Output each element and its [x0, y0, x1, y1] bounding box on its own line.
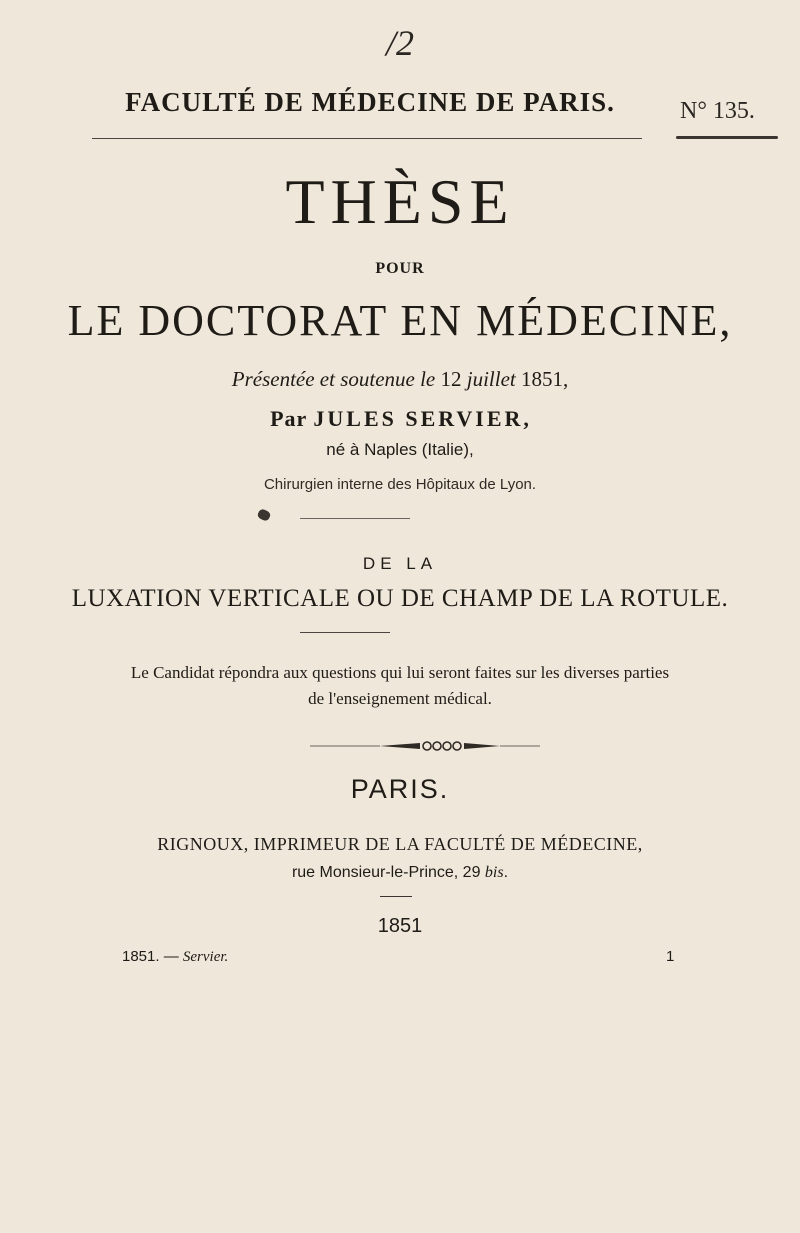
footer-sheet-number: 1: [666, 948, 675, 965]
footer-year: 1851. —: [122, 948, 183, 965]
imprint-city: PARIS.: [350, 774, 450, 804]
author-line: [0, 406, 800, 432]
imprint-year: 1851: [377, 915, 423, 937]
author-birthplace: né à Naples (Italie),: [326, 440, 474, 459]
footer-author: Servier.: [182, 949, 229, 965]
leaf-ornament: [258, 510, 280, 522]
presentation-line: [0, 367, 800, 392]
author-suffix: ,: [523, 406, 530, 431]
handwritten-mark: /2: [385, 23, 414, 63]
subject-title: LUXATION VERTICALE OU DE CHAMP DE LA ROTULE.: [71, 585, 729, 612]
presentation-text: Présentée et soutenue le: [231, 367, 441, 391]
presentation-month: juillet: [461, 367, 521, 391]
pour-label: POUR: [375, 260, 425, 277]
subject-rule: [300, 632, 390, 633]
author-name: JULES SERVIER: [313, 406, 524, 431]
imprint-address: [0, 864, 800, 882]
address-end: .: [503, 864, 509, 881]
presentation-day: 12: [440, 367, 462, 391]
address-bis: bis: [484, 864, 504, 881]
degree-title: LE DOCTORAT EN MÉDECINE,: [67, 296, 733, 345]
author-position: Chirurgien interne des Hôpitaux de Lyon.: [263, 476, 537, 493]
candidate-note: [80, 660, 720, 712]
thesis-title: THÈSE: [285, 166, 515, 237]
imprint-rule: [380, 896, 412, 897]
candidate-note-line-1: Le Candidat répondra aux questions qui lui seront faites sur les diverses parties: [130, 663, 670, 682]
par-label: Par: [270, 406, 314, 431]
header-rule: [92, 138, 642, 139]
imprint-printer: RIGNOUX, IMPRIMEUR DE LA FACULTÉ DE MÉDECINE,: [157, 834, 643, 854]
divider-rule: [300, 518, 410, 519]
faculty-header: FACULTÉ DE MÉDECINE DE PARIS.: [125, 87, 615, 117]
subject-prefix: DE LA: [362, 554, 438, 573]
fleuron-ornament: [310, 734, 540, 758]
thesis-number: N° 135.: [680, 98, 755, 124]
presentation-year: 1851: [521, 367, 563, 391]
presentation-suffix: ,: [563, 367, 569, 391]
candidate-note-line-2: de l'enseignement médical.: [308, 689, 492, 708]
header-rule-ornament: [676, 136, 778, 139]
address-text: rue Monsieur-le-Prince, 29: [291, 864, 485, 881]
footer-signature: [122, 948, 228, 966]
